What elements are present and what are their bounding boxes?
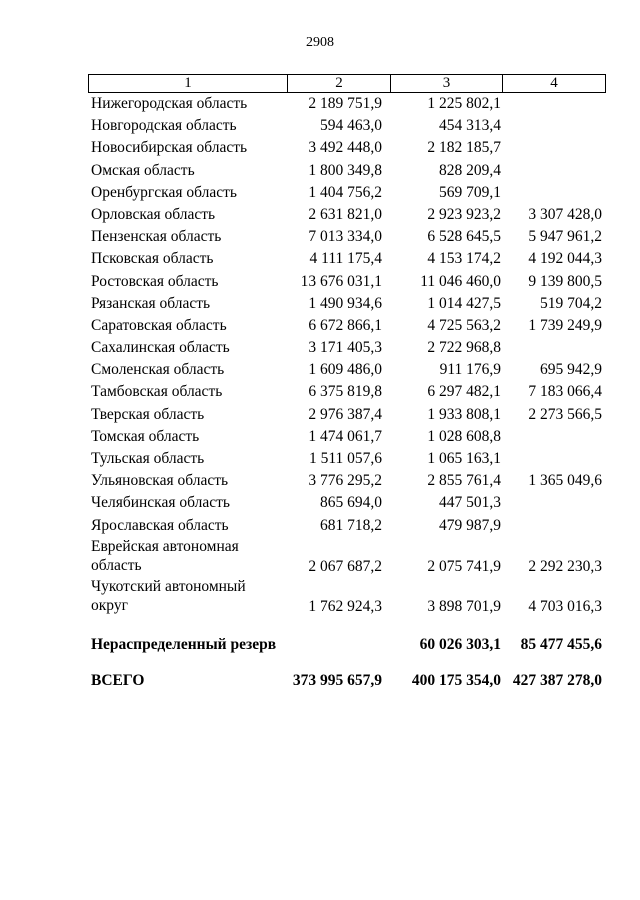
value-col2: 681 718,2: [320, 516, 382, 534]
value-col2: 3 776 295,2: [308, 472, 382, 490]
value-col3: 447 501,3: [439, 494, 501, 512]
region-name: Оренбургская область: [91, 183, 237, 201]
column-header-1: 1: [89, 75, 288, 92]
value-col3: 6 528 645,5: [427, 228, 501, 246]
column-header-3: 3: [391, 75, 503, 92]
value-col2: 4 111 175,4: [309, 250, 382, 268]
value-col2: 865 694,0: [320, 494, 382, 512]
value-col2: 2 976 387,4: [308, 405, 382, 423]
region-name: Еврейская автономная область: [91, 537, 239, 574]
value-col2: 2 067 687,2: [308, 557, 382, 575]
value-col2: 13 676 031,1: [300, 272, 382, 290]
value-col3: 828 209,4: [439, 161, 501, 179]
value-col3: 11 046 460,0: [420, 272, 501, 290]
value-col2: 1 511 057,6: [308, 450, 382, 467]
region-name: Тамбовская область: [91, 383, 223, 401]
table-row: [0, 515, 640, 537]
value-col3: 6 297 482,1: [427, 383, 501, 401]
table-row: [0, 448, 640, 470]
table-row: [0, 492, 640, 514]
value-col4: 7 183 066,4: [528, 383, 602, 401]
region-name: Смоленская область: [91, 361, 225, 379]
region-name: Тверская область: [91, 405, 205, 423]
value-col2: 1 609 486,0: [308, 361, 382, 379]
table-row: [0, 293, 640, 315]
value-col2: 1 490 934,6: [308, 294, 382, 312]
value-col3: 1 933 808,1: [427, 405, 501, 423]
total-col4: 427 387 278,0: [512, 672, 602, 689]
reserve-col3: 60 026 303,1: [419, 636, 501, 653]
table-row: [0, 115, 640, 137]
table-row: [0, 315, 640, 337]
page-number: 2908: [306, 35, 334, 50]
region-name: Омская область: [91, 161, 195, 179]
value-col4: 695 942,9: [540, 361, 602, 379]
region-name: Тульская область: [91, 450, 205, 467]
total-label: ВСЕГО: [91, 672, 145, 689]
value-col3: 1 014 427,5: [427, 294, 501, 312]
value-col3: 1 225 802,1: [427, 95, 501, 112]
value-col4: 1 365 049,6: [528, 472, 602, 490]
region-name: Рязанская область: [91, 294, 211, 312]
value-col4: 519 704,2: [540, 294, 602, 312]
value-col3: 2 923 923,2: [427, 205, 501, 223]
table-row: [0, 359, 640, 381]
value-col3: 2 855 761,4: [427, 472, 501, 490]
region-name: Новосибирская область: [91, 139, 248, 157]
region-name: Ростовская область: [91, 272, 219, 290]
value-col2: 1 404 756,2: [308, 183, 382, 201]
table-row: [0, 248, 640, 270]
region-name: Ульяновская область: [91, 472, 229, 490]
table-header: [88, 74, 606, 93]
total-col3: 400 175 354,0: [411, 672, 501, 689]
region-name: Томская область: [91, 427, 200, 445]
table-row: [0, 182, 640, 204]
value-col4: 2 273 566,5: [528, 405, 602, 423]
value-col2: 2 189 751,9: [308, 95, 382, 112]
total-col2: 373 995 657,9: [292, 672, 382, 689]
value-col3: 2 075 741,9: [427, 557, 501, 575]
region-name: Чукотский автономный округ: [91, 577, 246, 614]
value-col4: 3 307 428,0: [528, 205, 602, 223]
column-header-2: 2: [288, 75, 391, 92]
region-name: Нижегородская область: [91, 95, 248, 112]
value-col3: 3 898 701,9: [427, 597, 501, 615]
table-body: [0, 93, 640, 617]
region-name: Челябинская область: [91, 494, 230, 512]
column-header-4: 4: [550, 75, 558, 91]
value-col2: 6 672 866,1: [308, 316, 382, 334]
region-name: Новгородская область: [91, 117, 237, 135]
value-col4: 4 703 016,3: [528, 597, 602, 615]
value-col4: 4 192 044,3: [528, 250, 602, 268]
region-name: Ярославская область: [91, 516, 229, 534]
value-col2: 7 013 334,0: [308, 228, 382, 246]
table-row: [0, 577, 640, 617]
table-row: [0, 93, 640, 115]
region-name: Сахалинская область: [91, 339, 230, 357]
table-row: [0, 160, 640, 182]
value-col3: 454 313,4: [439, 117, 501, 135]
value-col2: 3 171 405,3: [308, 339, 382, 357]
value-col2: 1 800 349,8: [308, 161, 382, 179]
value-col4: 9 139 800,5: [528, 272, 602, 290]
table-row: [0, 204, 640, 226]
region-name: Псковская область: [91, 250, 214, 268]
value-col3: 569 709,1: [439, 183, 501, 201]
table-row: [0, 470, 640, 492]
value-col3: 1 028 608,8: [427, 427, 501, 445]
value-col2: 594 463,0: [320, 117, 382, 135]
region-name: Орловская область: [91, 205, 216, 223]
value-col3: 2 182 185,7: [427, 139, 501, 157]
table-row: [0, 337, 640, 359]
reserve-label: Нераспределенный резерв: [91, 636, 277, 653]
table-row: [0, 226, 640, 248]
value-col2: 3 492 448,0: [308, 139, 382, 157]
region-name: Пензенская область: [91, 228, 222, 246]
value-col2: 1 474 061,7: [308, 427, 382, 445]
table-row: [0, 271, 640, 293]
region-name: Саратовская область: [91, 316, 227, 334]
value-col2: 2 631 821,0: [308, 205, 382, 223]
value-col4: 2 292 230,3: [528, 557, 602, 575]
value-col2: 1 762 924,3: [308, 597, 382, 615]
table-row: [0, 426, 640, 448]
reserve-col4: 85 477 455,6: [520, 636, 602, 653]
value-col3: 4 725 563,2: [427, 316, 501, 334]
table-row: [0, 381, 640, 403]
table-row: [0, 404, 640, 426]
table-row: [0, 537, 640, 577]
value-col3: 4 153 174,2: [427, 250, 501, 268]
value-col3: 911 176,9: [439, 361, 501, 379]
value-col3: 479 987,9: [439, 516, 501, 534]
value-col4: 1 739 249,9: [528, 316, 602, 334]
value-col3: 2 722 968,8: [427, 339, 501, 357]
value-col2: 6 375 819,8: [308, 383, 382, 401]
value-col4: 5 947 961,2: [528, 228, 602, 246]
value-col3: 1 065 163,1: [427, 450, 501, 467]
table-row: [0, 137, 640, 159]
